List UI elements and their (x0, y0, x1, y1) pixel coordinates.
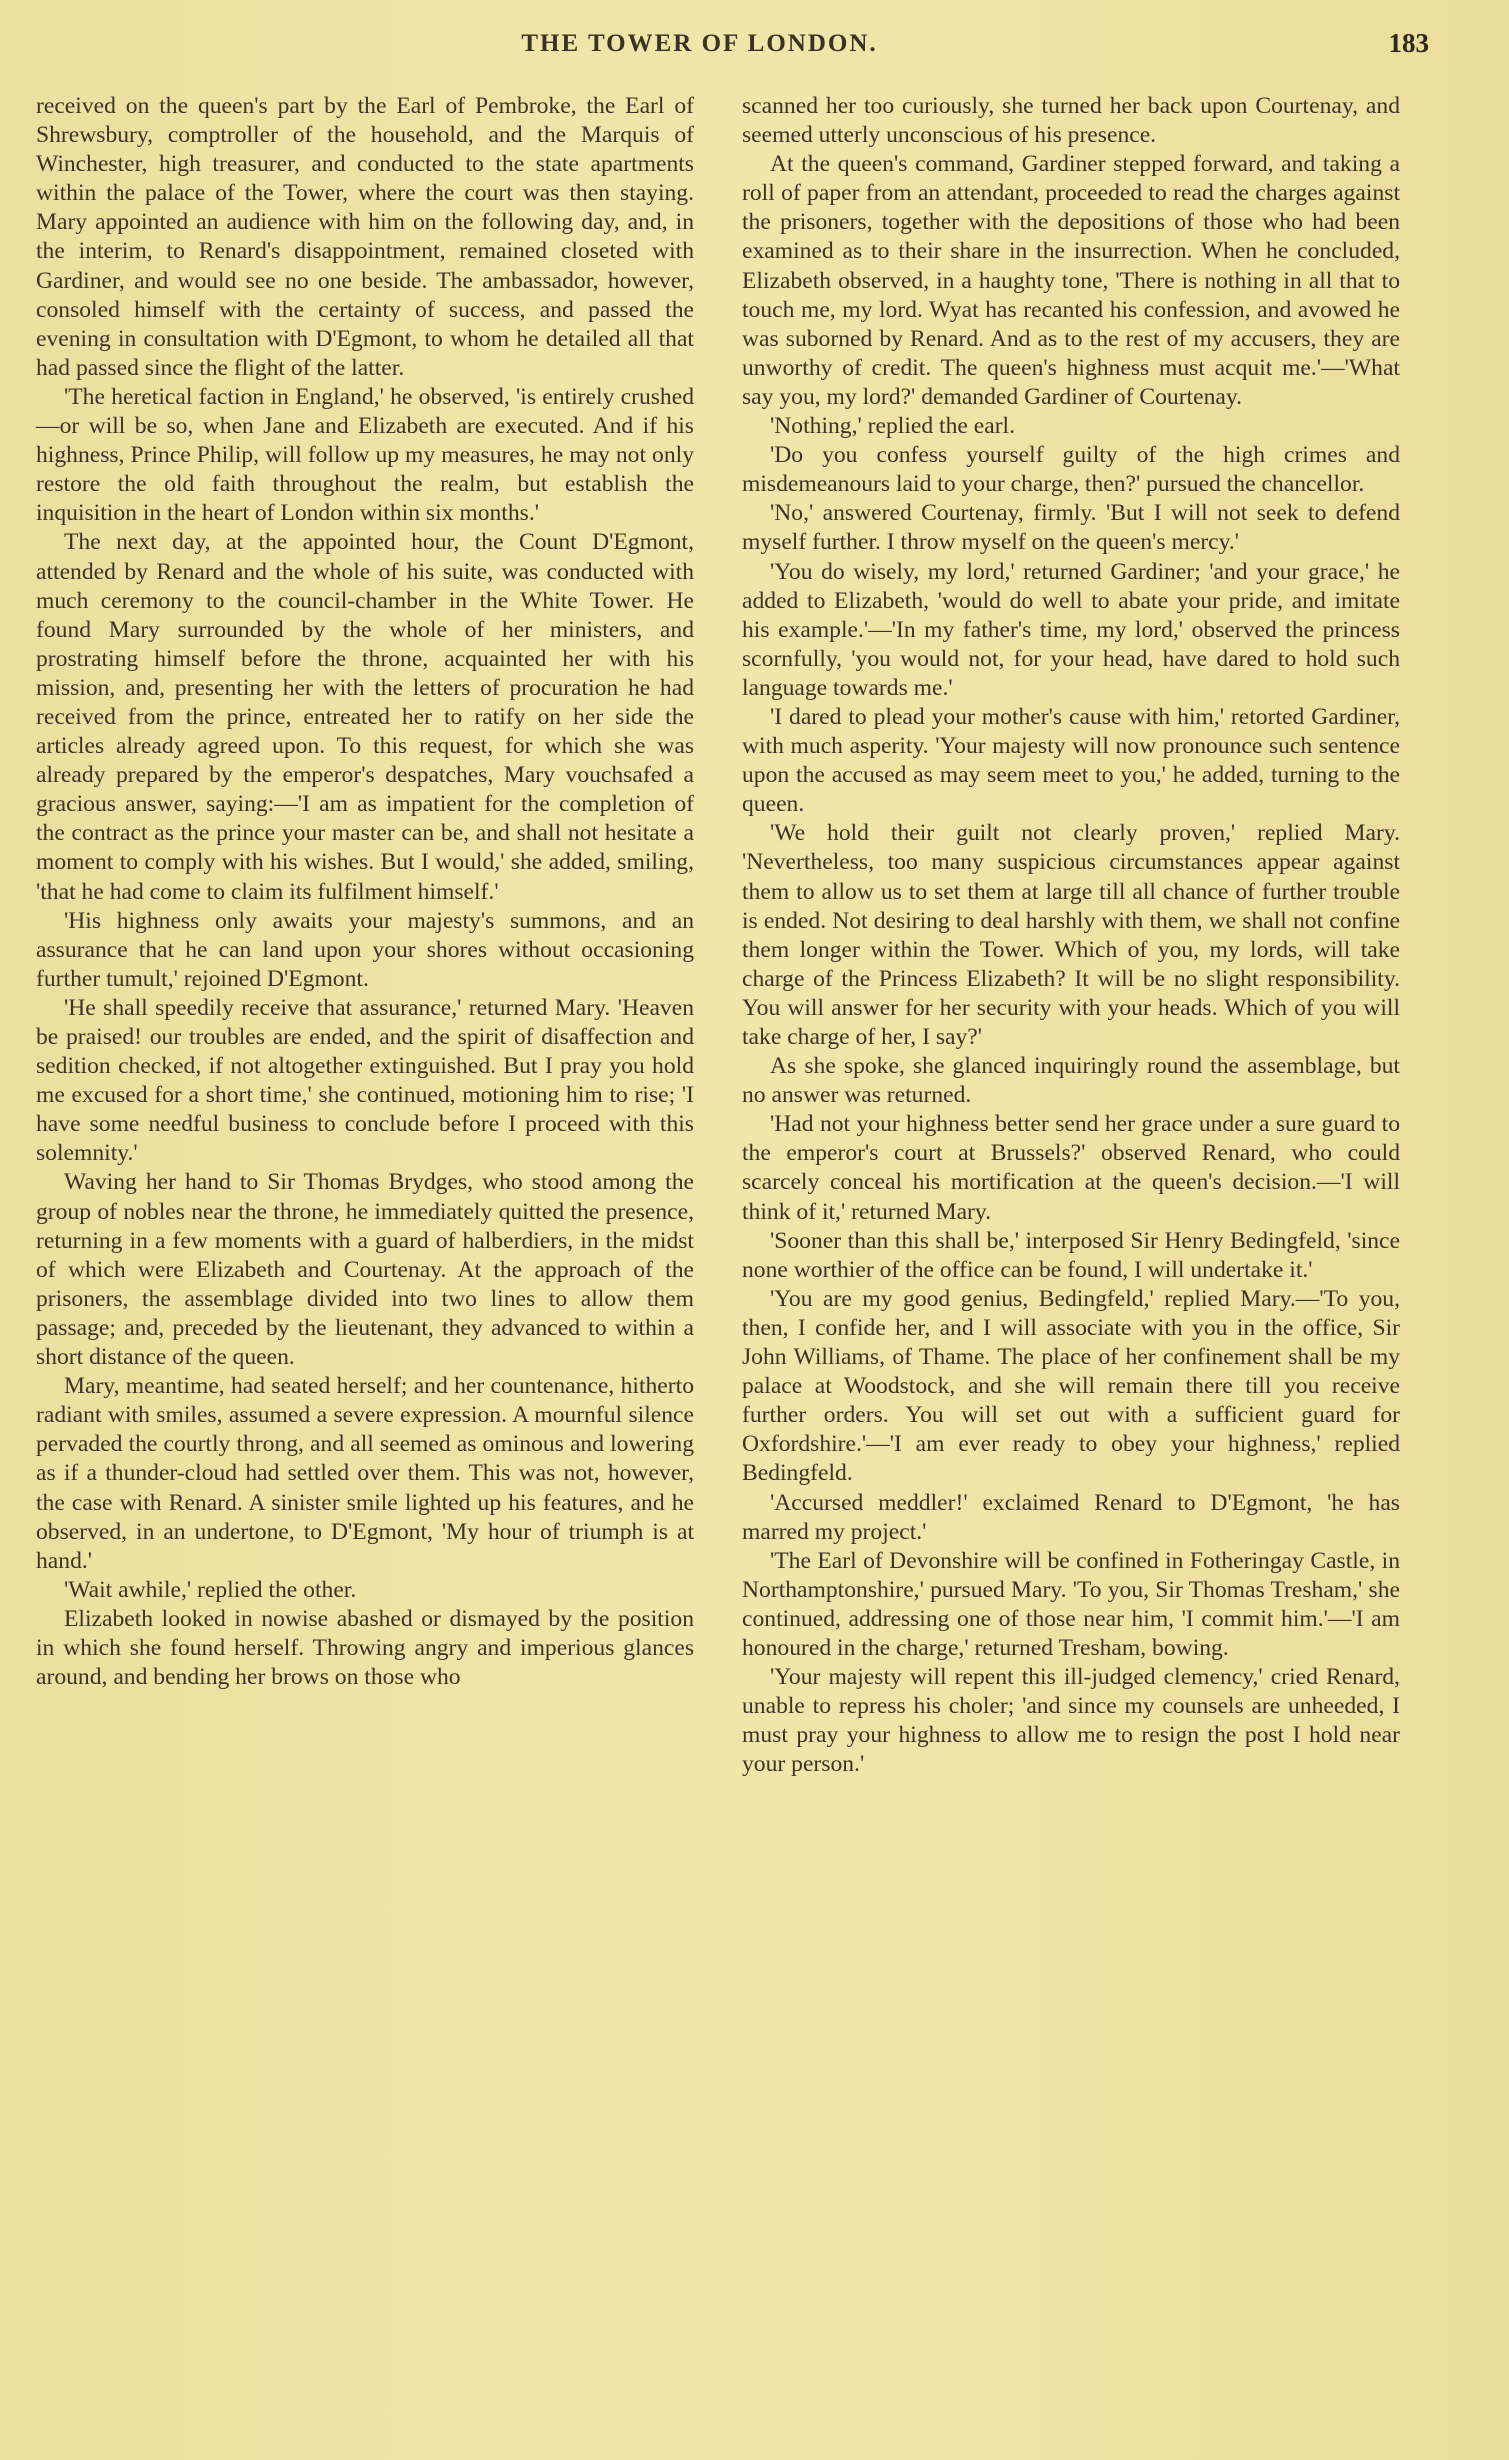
paragraph: Elizabeth looked in nowise abashed or dismayed by the position in which she found herself. Throwing angry and imperious glances around, and bending her brows on those who (36, 1605, 694, 1691)
paragraph: scanned her too curiously, she turned her back upon Courtenay, and seemed utterly unconscious of his presence. (742, 93, 1400, 149)
paragraph: 'Sooner than this shall be,' interposed Sir Henry Bedingfeld, 'since none worthier of the office can be found, I will undertake it.' (742, 1227, 1400, 1283)
paragraph: Mary, meantime, had seated herself; and her countenance, hitherto radiant with smiles, assumed a severe expression. A mournful silence pervaded the courtly throng, and all seemed as ominous and lowering as if a thunder-cloud had settled over them. This was not, however, the case with Renard. A sinister smile lighted up his features, and he observed, in an undertone, to D'Egmont, 'My hour of triumph is at hand.' (36, 1373, 694, 1574)
paragraph: 'Had not your highness better send her grace under a sure guard to the emperor's court at Brussels?' observed Renard, who could scarcely conceal his mortification at the queen's decision.—'I will think of it,' returned Mary. (742, 1111, 1400, 1225)
paragraph: received on the queen's part by the Earl of Pembroke, the Earl of Shrewsbury, comptroller of the household, and the Marquis of Winchester, high treasurer, and conducted to the state apartments within the palace of the Tower, where the court was then staying. Mary appointed an audience with him on the following day, and, in the interim, to Renard's disappointment, remained closeted with Gardiner, and would see no one beside. The ambassador, however, consoled himself with the certainty of success, and passed the evening in consultation with D'Egmont, to whom he detailed all that had passed since the flight of the latter. (36, 93, 694, 381)
paragraph: 'The heretical faction in England,' he observed, 'is entirely crushed—or will be so, when Jane and Elizabeth are executed. And if his highness, Prince Philip, will follow up my measures, he may not only restore the old faith throughout the realm, but establish the inquisition in the heart of London within six months.' (36, 383, 694, 527)
paragraph: 'No,' answered Courtenay, firmly. 'But I will not seek to defend myself further. I throw myself on the queen's mercy.' (742, 500, 1400, 556)
paragraph: Waving her hand to Sir Thomas Brydges, who stood among the group of nobles near the throne, he immediately quitted the presence, returning in a few moments with a guard of halberdiers, in the midst of which were Elizabeth and Courtenay. At the approach of the prisoners, the assemblage divided into two lines to allow them passage; and, preceded by the lieutenant, they advanced to within a short distance of the queen. (36, 1169, 694, 1371)
right-text-column (742, 92, 1400, 1779)
left-text-column (36, 92, 694, 1692)
paragraph: At the queen's command, Gardiner stepped forward, and taking a roll of paper from an attendant, proceeded to read the charges against the prisoners, together with the depositions of those who had been examined as to their share in the insurrection. When he concluded, Elizabeth observed, in a haughty tone, 'There is nothing in all that to touch me, my lord. Wyat has recanted his confession, and avowed he was suborned by Renard. And as to the rest of my accusers, they are unworthy of credit. The queen's highness must acquit me.'—'What say you, my lord?' demanded Gardiner of Courtenay. (742, 151, 1400, 410)
page-number: 183 (1388, 28, 1429, 58)
running-title: THE TOWER OF LONDON. (521, 30, 878, 57)
paragraph: 'Wait awhile,' replied the other. (64, 1576, 357, 1603)
running-header (30, 24, 1429, 64)
paragraph: 'Do you confess yourself guilty of the high crimes and misdemeanours laid to your charge, then?' pursued the chancellor. (742, 442, 1400, 498)
paragraph: 'His highness only awaits your majesty's summons, and an assurance that he can land upon your shores without occasioning further tumult,' rejoined D'Egmont. (36, 907, 694, 992)
paragraph: 'Accursed meddler!' exclaimed Renard to D'Egmont, 'he has marred my project.' (742, 1489, 1400, 1545)
paragraph: 'Your majesty will repent this ill-judged clemency,' cried Renard, unable to repress his choler; 'and since my counsels are unheeded, I must pray your highness to allow me to resign the post I hold near your person.' (742, 1664, 1400, 1778)
paragraph: As she spoke, she glanced inquiringly round the assemblage, but no answer was returned. (742, 1053, 1400, 1109)
paragraph: 'The Earl of Devonshire will be confined in Fotheringay Castle, in Northamptonshire,' pursued Mary. 'To you, Sir Thomas Tresham,' she continued, addressing one of those near him, 'I commit him.'—'I am honoured in the charge,' returned Tresham, bowing. (742, 1547, 1400, 1661)
paragraph: 'He shall speedily receive that assurance,' returned Mary. 'Heaven be praised! our troubles are ended, and the spirit of disaffection and sedition checked, if not altogether extinguished. But I pray you hold me excused for a short time,' she continued, motioning him to rise; 'I have some needful business to conclude before I proceed with this solemnity.' (36, 994, 694, 1167)
paragraph: 'You are my good genius, Bedingfeld,' replied Mary.—'To you, then, I confide her, and I will associate with you in the office, Sir John Williams, of Thame. The place of her confinement shall be my palace at Woodstock, and she will remain there till you receive further orders. You will set out with a sufficient guard for Oxfordshire.'—'I am ever ready to obey your highness,' replied Bedingfeld. (742, 1285, 1400, 1487)
paragraph: 'I dared to plead your mother's cause with him,' retorted Gardiner, with much asperity. 'Your majesty will now pronounce such sentence upon the accused as may seem meet to you,' he added, turning to the queen. (742, 703, 1400, 818)
paragraph: 'Nothing,' replied the earl. (770, 413, 1016, 440)
paragraph: The next day, at the appointed hour, the Count D'Egmont, attended by Renard and the whole of his suite, was conducted with much ceremony to the council-chamber in the White Tower. He found Mary surrounded by the whole of her ministers, and prostrating himself before the throne, acquainted her with his mission, and, presenting her with the letters of procuration he had received from the prince, entreated her to ratify on her side the articles already agreed upon. To this request, for which she was already prepared by the emperor's despatches, Mary vouchsafed a gracious answer, saying:—'I am as impatient for the completion of the contract as the prince your master can be, and shall not hesitate a moment to comply with his wishes. But I would,' she added, smiling, 'that he had come to claim its fulfilment himself.' (36, 529, 694, 905)
paragraph: 'You do wisely, my lord,' returned Gardiner; 'and your grace,' he added to Elizabeth, 'would do well to abate your pride, and imitate his example.'—'In my father's time, my lord,' observed the princess scornfully, 'you would not, for your head, have dared to hold such language towards me.' (742, 558, 1400, 701)
paragraph: 'We hold their guilt not clearly proven,' replied Mary. 'Nevertheless, too many suspicious circumstances appear against them to allow us to set them at large till all chance of further trouble is ended. Not desiring to deal harshly with them, we shall not confine them longer within the Tower. Which of you, my lords, will take charge of the Princess Elizabeth? It will be no slight responsibility. You will answer for her security with your heads. Which of you will take charge of her, I say?' (742, 820, 1400, 1050)
